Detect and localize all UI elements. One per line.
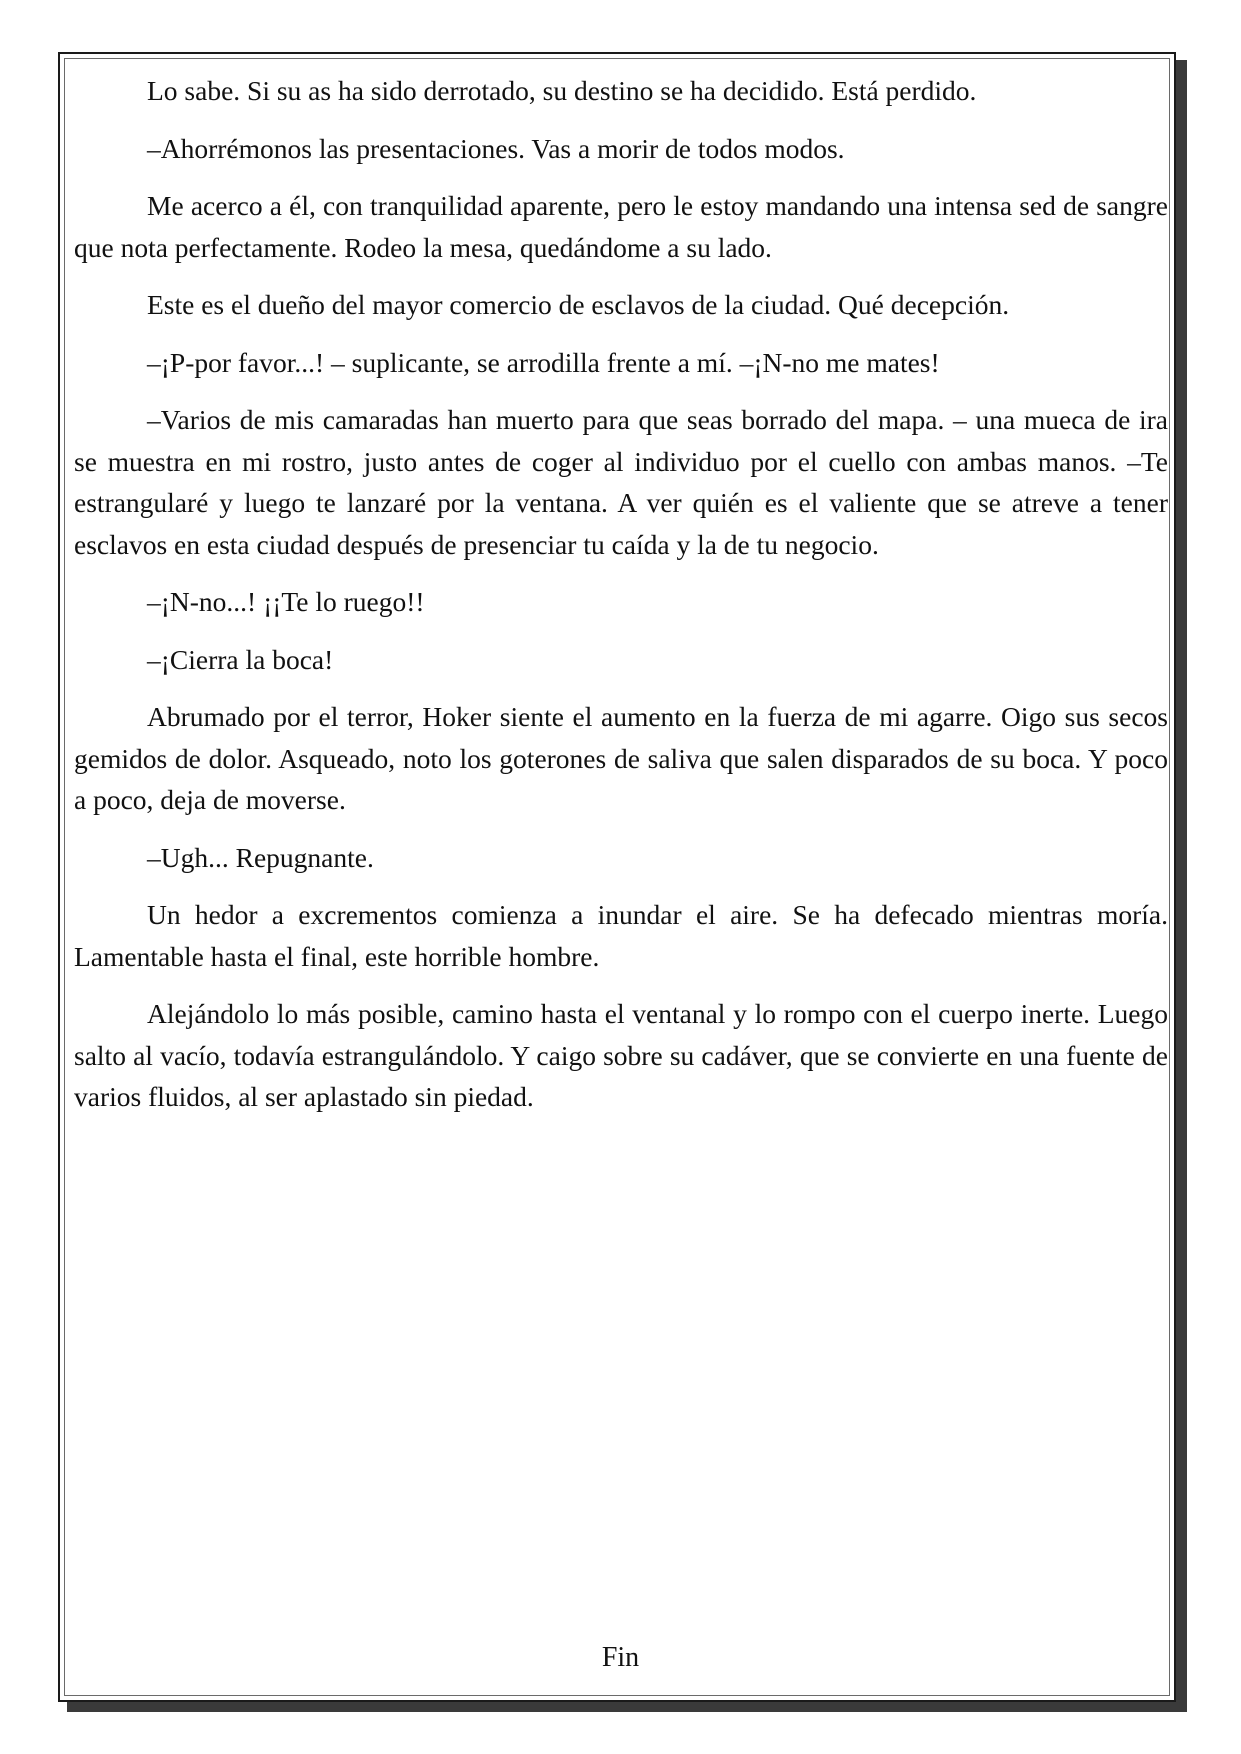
paragraph: –Ugh... Repugnante. (147, 841, 374, 873)
paragraph: Un hedor a excrementos comienza a inundar el aire. Se ha defecado mientras moría. Lamentable hasta el final, este horrible hombre. (74, 899, 1168, 972)
paragraph: –¡Cierra la boca! (147, 643, 334, 675)
story-text (74, 70, 1168, 1134)
paragraph: Abrumado por el terror, Hoker siente el aumento en la fuerza de mi agarre. Oigo sus secos gemidos de dolor. Asqueado, noto los goterones de saliva que salen disparados de su boca. Y poco a poco, deja de moverse. (74, 701, 1168, 815)
paragraph: Alejándolo lo más posible, camino hasta el ventanal y lo rompo con el cuerpo inerte. Luego salto al vacío, todavía estrangulándolo. Y caigo sobre su cadáver, que se convierte en una fuente de varios fluidos, al ser aplastado sin piedad. (74, 998, 1168, 1112)
paragraph: Este es el dueño del mayor comercio de esclavos de la ciudad. Qué decepción. (147, 289, 1010, 320)
paragraph: Me acerco a él, con tranquilidad aparente, pero le estoy mandando una intensa sed de sangre que nota perfectamente. Rodeo la mesa, quedándome a su lado. (74, 190, 1168, 263)
end-label: Fin (601, 1642, 640, 1673)
paragraph: –Varios de mis camaradas han muerto para que seas borrado del mapa. – una mueca de ira se muestra en mi rostro, justo antes de coger al individuo por el cuello con ambas manos. –Te estrangularé y luego te lanzaré por la ventana. A ver quién es el valiente que se atreve a tener esclavos en esta ciudad después de presenciar tu caída y la de tu negocio. (74, 404, 1168, 560)
paragraph: –¡N-no...! ¡¡Te lo ruego!! (147, 586, 425, 617)
paragraph: Lo sabe. Si su as ha sido derrotado, su destino se ha decidido. Está perdido. (147, 75, 977, 106)
paragraph: –Ahorrémonos las presentaciones. Vas a morir de todos modos. (147, 132, 845, 164)
paragraph: –¡P-por favor...! – suplicante, se arrodilla frente a mí. –¡N-no me mates! (147, 346, 940, 378)
